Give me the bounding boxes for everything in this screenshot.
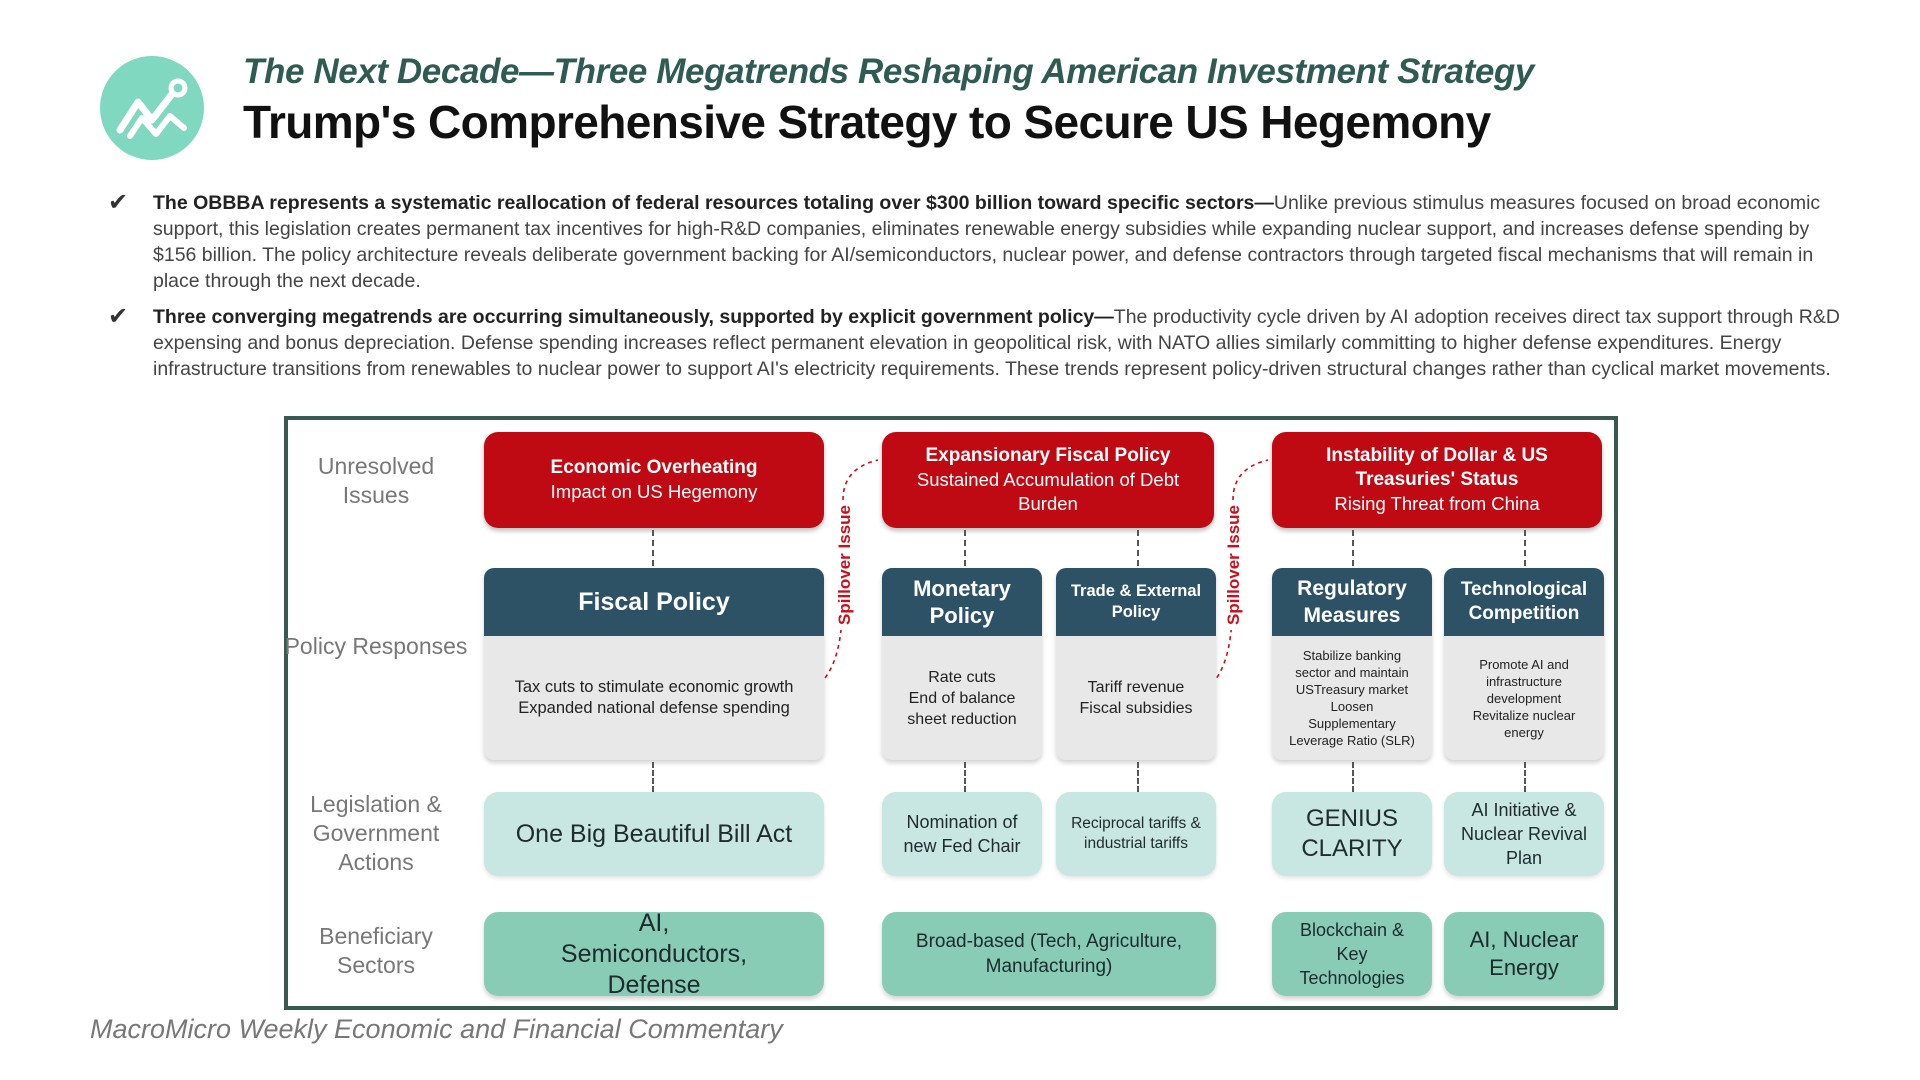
- beneficiary-blockchain: Blockchain & Key Technologies: [1272, 912, 1432, 996]
- footer-source: MacroMicro Weekly Economic and Financial Commentary: [90, 1014, 783, 1044]
- beneficiary-ai-nuclear: AI, Nuclear Energy: [1444, 912, 1604, 996]
- policy-regulatory: [1272, 568, 1432, 760]
- issue-dollar-instability: [1272, 432, 1602, 528]
- spillover-label: Spillover Issue: [830, 500, 860, 630]
- diagram-frame: [284, 416, 1618, 1010]
- beneficiary-ai-semis-defense: AI, Semiconductors, Defense: [484, 912, 824, 996]
- issue-sub: Rising Threat from China: [1334, 493, 1540, 514]
- bullet-item: [105, 304, 1845, 382]
- connector: [1352, 530, 1354, 566]
- connector: [1524, 762, 1526, 792]
- row-label-legislation: Legislation & Government Actions: [310, 791, 442, 875]
- legislation-ai-nuclear: AI Initiative & Nuclear Revival Plan: [1444, 792, 1604, 876]
- connector: [1352, 762, 1354, 792]
- check-icon: ✔: [108, 189, 129, 216]
- policy-body: Stabilize banking sector and maintain USTreasury market Loosen Supplementary Leverage Ratio (SLR): [1289, 648, 1415, 748]
- policy-fiscal: [484, 568, 824, 760]
- connector: [1137, 530, 1139, 566]
- policy-body: Tax cuts to stimulate economic growth Expanded national defense spending: [514, 678, 794, 717]
- policy-technological: [1444, 568, 1604, 760]
- chart-line-icon: [100, 56, 204, 160]
- issue-sub: Sustained Accumulation of Debt Burden: [916, 469, 1180, 514]
- policy-title: Monetary Policy: [882, 568, 1042, 636]
- policy-title: Regulatory Measures: [1272, 568, 1432, 636]
- policy-title: Technological Competition: [1444, 568, 1604, 636]
- bullet-text: The productivity cycle driven by AI adoption receives direct tax support through R&D expensing and bonus depreciation. Defense spending increases reflect permanent elevation in geopolitical risk, with NATO allies similarly committing to higher defense expenditures. Energy infrastructure transitions from renewables to nuclear power to support AI's electricity requirements. These trends represent policy-driven structural changes rather than cyclical market movements.: [153, 306, 1840, 380]
- page-subtitle: The Next Decade—Three Megatrends Reshaping American Investment Strategy: [243, 52, 1534, 91]
- check-icon: ✔: [108, 303, 129, 330]
- row-label-policy: Policy Responses: [284, 633, 468, 659]
- connector: [1137, 762, 1139, 792]
- legislation-tariffs: Reciprocal tariffs & industrial tariffs: [1056, 792, 1216, 876]
- policy-trade-external: [1056, 568, 1216, 760]
- legislation-genius-clarity: GENIUS CLARITY: [1272, 792, 1432, 876]
- connector: [964, 762, 966, 792]
- issue-sub: Impact on US Hegemony: [550, 481, 758, 502]
- connector: [652, 530, 654, 566]
- policy-title: Trade & External Policy: [1056, 568, 1216, 636]
- bullet-item: [105, 190, 1845, 294]
- issue-economic-overheating: [484, 432, 824, 528]
- issue-title: Expansionary Fiscal Policy: [925, 445, 1171, 466]
- connector: [1524, 530, 1526, 566]
- bullet-list: [105, 190, 1845, 392]
- page-title: Trump's Comprehensive Strategy to Secure US Hegemony: [243, 96, 1491, 148]
- policy-monetary: [882, 568, 1042, 760]
- bullet-text: Unlike previous stimulus measures focused on broad economic support, this legislation creates permanent tax incentives for high-R&D companies, eliminates renewable energy subsidies while expanding nuclear support, and increases defense spending by $156 billion. The policy architecture reveals deliberate government backing for AI/semiconductors, nuclear power, and defense contractors through targeted fiscal mechanisms that will remain in place through the next decade.: [153, 192, 1821, 292]
- spillover-label: Spillover Issue: [1219, 500, 1249, 630]
- row-label-beneficiary: Beneficiary Sectors: [319, 923, 433, 978]
- connector: [652, 762, 654, 792]
- legislation-fed-chair: Nomination of new Fed Chair: [882, 792, 1042, 876]
- beneficiary-broad-based: Broad-based (Tech, Agriculture, Manufacturing): [882, 912, 1216, 996]
- bullet-lead: The OBBBA represents a systematic reallocation of federal resources totaling over $300 billion toward specific sectors—: [153, 192, 1274, 214]
- policy-body: Rate cuts End of balance sheet reduction: [907, 668, 1017, 728]
- row-label-unresolved: Unresolved Issues: [317, 453, 435, 508]
- policy-body: Tariff revenue Fiscal subsidies: [1079, 679, 1193, 717]
- bullet-lead: Three converging megatrends are occurring simultaneously, supported by explicit government policy—: [153, 306, 1114, 328]
- issue-title: Instability of Dollar & US Treasuries' Status: [1326, 445, 1548, 490]
- policy-title: Fiscal Policy: [484, 568, 824, 636]
- connector: [964, 530, 966, 566]
- policy-body: Promote AI and infrastructure development Revitalize nuclear energy: [1472, 656, 1576, 740]
- legislation-obbba: One Big Beautiful Bill Act: [484, 792, 824, 876]
- issue-title: Economic Overheating: [550, 457, 758, 478]
- issue-expansionary-fiscal: [882, 432, 1214, 528]
